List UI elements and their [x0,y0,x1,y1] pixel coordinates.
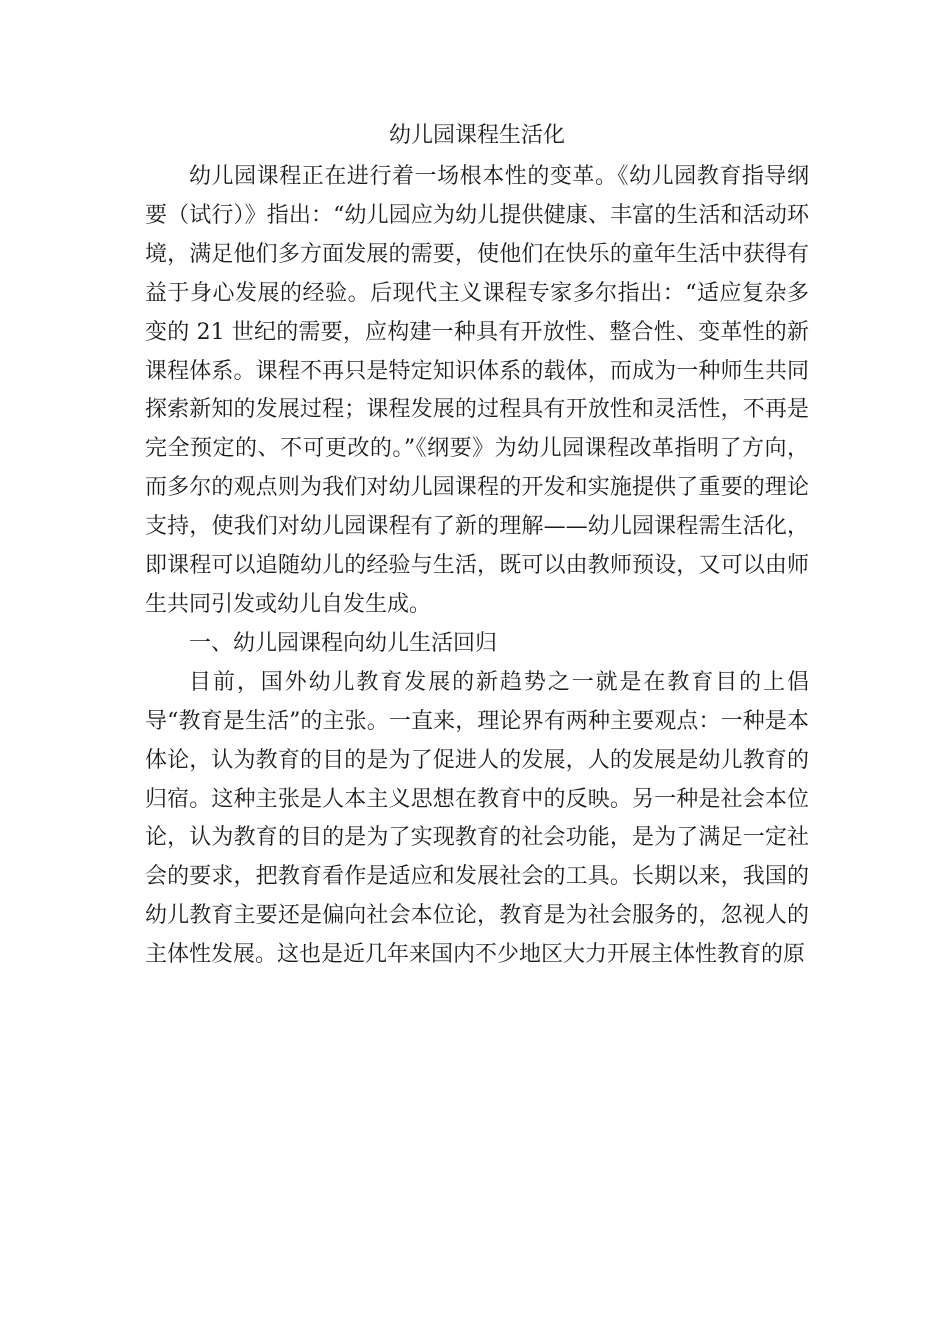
paragraph-section-1: 目前，国外幼儿教育发展的新趋势之一就是在教育目的上倡导“教育是生活”的主张。一直来，理论界有两种主要观点：一种是本体论，认为教育的目的是为了促进人的发展，人的发展是幼儿教育的归宿。这种主张是人本主义思想在教育中的反映。另一种是社会本位论，认为教育的目的是为了实现教育的社会功能，是为了满足一定社会的要求，把教育看作是适应和发展社会的工具。长期以来，我国的幼儿教育主要还是偏向社会本位论，教育是为社会服务的，忽视人的主体性发展。这也是近几年来国内不少地区大力开展主体性教育的原 [145,669,809,968]
document-title: 幼儿园课程生活化 [388,123,565,148]
document-page [145,118,809,975]
paragraph-intro: 幼儿园课程正在进行着一场根本性的变革。《幼儿园教育指导纲要（试行）》指出：“幼儿园应为幼儿提供健康、丰富的生活和活动环境，满足他们多方面发展的需要，使他们在快乐的童年生活中获得有益于身心发展的经验。后现代主义课程专家多尔指出：“适应复杂多变的 21 世纪的需要，应构建一种具有开放性、整合性、变革性的新课程体系。课程不再只是特定知识体系的载体，而成为一种师生共同探索新知的发展过程；课程发展的过程具有开放性和灵活性，不再是完全预定的、不可更改的。”《纲要》为幼儿园课程改革指明了方向，而多尔的观点则为我们对幼儿园课程的开发和实施提供了重要的理论支持，使我们对幼儿园课程有了新的理解——幼儿园课程需生活化，即课程可以追随幼儿的经验与生活，既可以由教师预设，又可以由师生共同引发或幼儿自发生成。 [145,164,809,617]
section-heading-1: 一、幼儿园课程向幼儿生活回归 [189,630,498,656]
